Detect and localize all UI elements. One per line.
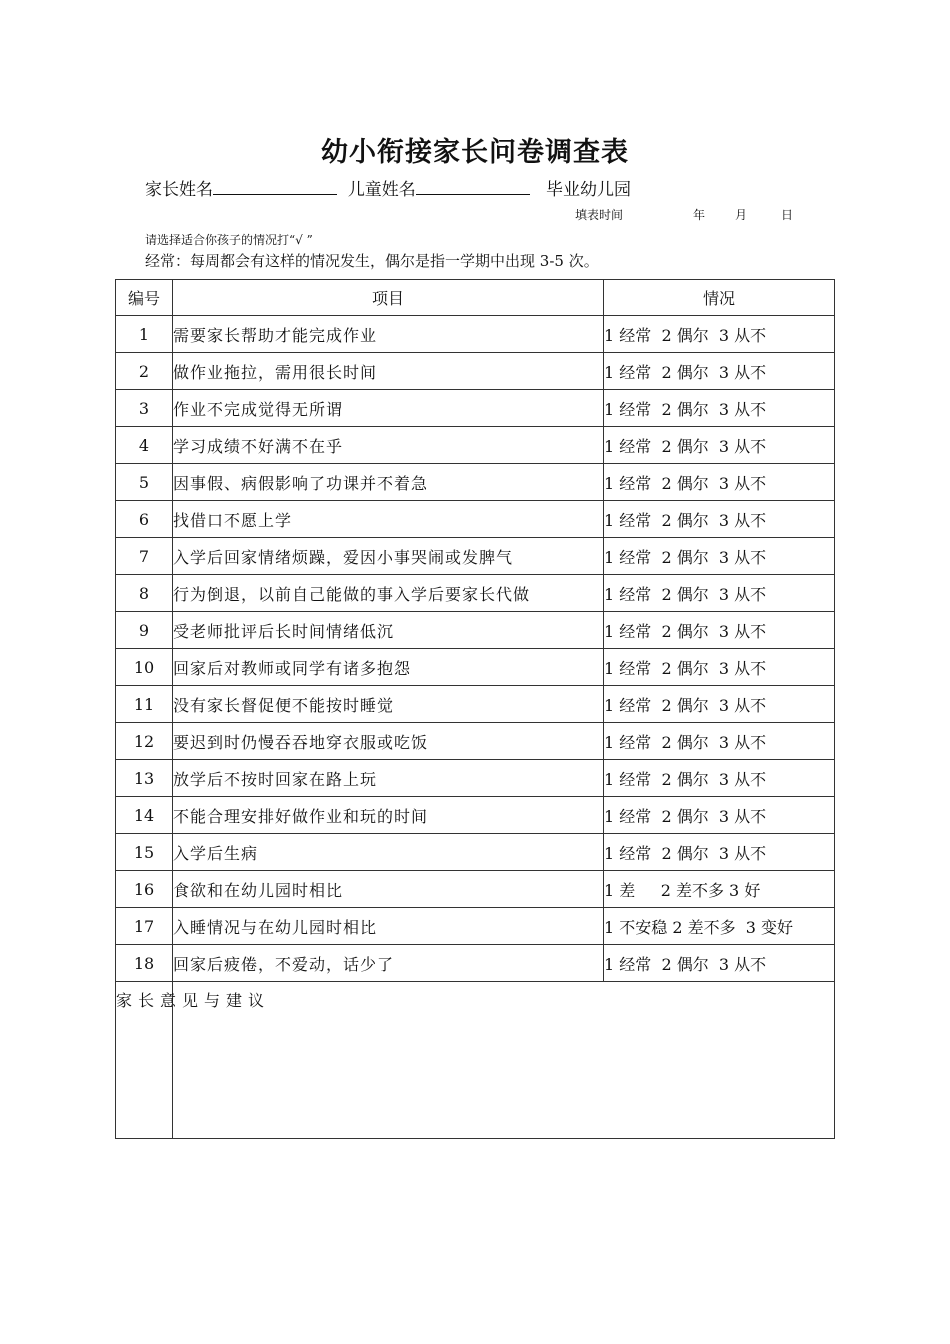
table-row <box>116 908 835 945</box>
row-item: 回家后疲倦，不爱动，话少了 <box>173 945 604 982</box>
fill-date <box>575 206 793 223</box>
row-options[interactable]: 1 经常 2 偶尔 3 从不 <box>604 575 835 612</box>
row-options[interactable]: 1 经常 2 偶尔 3 从不 <box>604 501 835 538</box>
row-options[interactable]: 1 经常 2 偶尔 3 从不 <box>604 945 835 982</box>
row-number: 7 <box>116 538 173 575</box>
table-row <box>116 834 835 871</box>
row-number: 16 <box>116 871 173 908</box>
row-item: 入睡情况与在幼儿园时相比 <box>173 908 604 945</box>
frequency-note: 经常：每周都会有这样的情况发生，偶尔是指一学期中出现 3-5 次。 <box>145 252 599 270</box>
row-number: 8 <box>116 575 173 612</box>
row-number: 15 <box>116 834 173 871</box>
row-item: 需要家长帮助才能完成作业 <box>173 316 604 353</box>
row-number: 6 <box>116 501 173 538</box>
row-item: 入学后回家情绪烦躁，爱因小事哭闹或发脾气 <box>173 538 604 575</box>
survey-table <box>115 279 835 1139</box>
table-header-row <box>116 280 835 316</box>
table-row <box>116 538 835 575</box>
table-row <box>116 464 835 501</box>
opinion-field[interactable] <box>173 982 835 1139</box>
year-label: 年 <box>693 208 706 222</box>
table-row <box>116 649 835 686</box>
page-title: 幼小衔接家长问卷调查表 <box>321 137 629 168</box>
table-row <box>116 427 835 464</box>
row-options[interactable]: 1 经常 2 偶尔 3 从不 <box>604 427 835 464</box>
row-item: 没有家长督促便不能按时睡觉 <box>173 686 604 723</box>
table-row <box>116 501 835 538</box>
row-options[interactable]: 1 差 2 差不多 3 好 <box>604 871 835 908</box>
table-row <box>116 797 835 834</box>
row-number: 4 <box>116 427 173 464</box>
row-number: 1 <box>116 316 173 353</box>
table-row <box>116 575 835 612</box>
child-name-field[interactable] <box>416 180 530 195</box>
table-row <box>116 760 835 797</box>
row-item: 找借口不愿上学 <box>173 501 604 538</box>
row-number: 13 <box>116 760 173 797</box>
header-status: 情况 <box>604 280 835 316</box>
row-options[interactable]: 1 经常 2 偶尔 3 从不 <box>604 760 835 797</box>
row-options[interactable]: 1 经常 2 偶尔 3 从不 <box>604 834 835 871</box>
row-item: 因事假、病假影响了功课并不着急 <box>173 464 604 501</box>
table-row <box>116 723 835 760</box>
row-options[interactable]: 1 经常 2 偶尔 3 从不 <box>604 612 835 649</box>
row-options[interactable]: 1 经常 2 偶尔 3 从不 <box>604 649 835 686</box>
opinion-label: 家长意见与建议 <box>116 982 173 1139</box>
row-options[interactable]: 1 经常 2 偶尔 3 从不 <box>604 797 835 834</box>
day-label: 日 <box>781 208 794 222</box>
row-number: 11 <box>116 686 173 723</box>
kindergarten-label: 毕业幼儿园 <box>546 180 632 200</box>
row-item: 受老师批评后长时间情绪低沉 <box>173 612 604 649</box>
table-row <box>116 353 835 390</box>
table-row <box>116 686 835 723</box>
row-number: 10 <box>116 649 173 686</box>
row-number: 17 <box>116 908 173 945</box>
parent-name-label: 家长姓名 <box>145 180 213 200</box>
instruction-text: 请选择适合你孩子的情况打“√ ” <box>145 233 313 247</box>
row-item: 作业不完成觉得无所谓 <box>173 390 604 427</box>
row-options[interactable]: 1 经常 2 偶尔 3 从不 <box>604 316 835 353</box>
row-item: 行为倒退，以前自己能做的事入学后要家长代做 <box>173 575 604 612</box>
table-row <box>116 945 835 982</box>
table-row <box>116 612 835 649</box>
row-item: 学习成绩不好满不在乎 <box>173 427 604 464</box>
row-number: 9 <box>116 612 173 649</box>
table-row <box>116 316 835 353</box>
row-options[interactable]: 1 经常 2 偶尔 3 从不 <box>604 686 835 723</box>
opinion-row <box>116 982 835 1139</box>
parent-name-field[interactable] <box>213 180 337 195</box>
row-options[interactable]: 1 经常 2 偶尔 3 从不 <box>604 390 835 427</box>
row-number: 3 <box>116 390 173 427</box>
row-number: 14 <box>116 797 173 834</box>
child-name-label: 儿童姓名 <box>347 180 416 200</box>
row-options[interactable]: 1 经常 2 偶尔 3 从不 <box>604 464 835 501</box>
fill-time-label: 填表时间 <box>575 208 624 222</box>
header-item: 项目 <box>173 280 604 316</box>
row-item: 入学后生病 <box>173 834 604 871</box>
header-number: 编号 <box>116 280 173 316</box>
row-number: 12 <box>116 723 173 760</box>
row-item: 食欲和在幼儿园时相比 <box>173 871 604 908</box>
row-item: 不能合理安排好做作业和玩的时间 <box>173 797 604 834</box>
row-options[interactable]: 1 经常 2 偶尔 3 从不 <box>604 723 835 760</box>
row-number: 2 <box>116 353 173 390</box>
table-row <box>116 390 835 427</box>
month-label: 月 <box>735 208 748 222</box>
table-row <box>116 871 835 908</box>
row-item: 回家后对教师或同学有诸多抱怨 <box>173 649 604 686</box>
row-options[interactable]: 1 经常 2 偶尔 3 从不 <box>604 353 835 390</box>
row-item: 放学后不按时回家在路上玩 <box>173 760 604 797</box>
row-options[interactable]: 1 不安稳 2 差不多 3 变好 <box>604 908 835 945</box>
row-item: 要迟到时仍慢吞吞地穿衣服或吃饭 <box>173 723 604 760</box>
row-number: 5 <box>116 464 173 501</box>
row-item: 做作业拖拉，需用很长时间 <box>173 353 604 390</box>
row-number: 18 <box>116 945 173 982</box>
row-options[interactable]: 1 经常 2 偶尔 3 从不 <box>604 538 835 575</box>
info-line <box>145 175 631 200</box>
